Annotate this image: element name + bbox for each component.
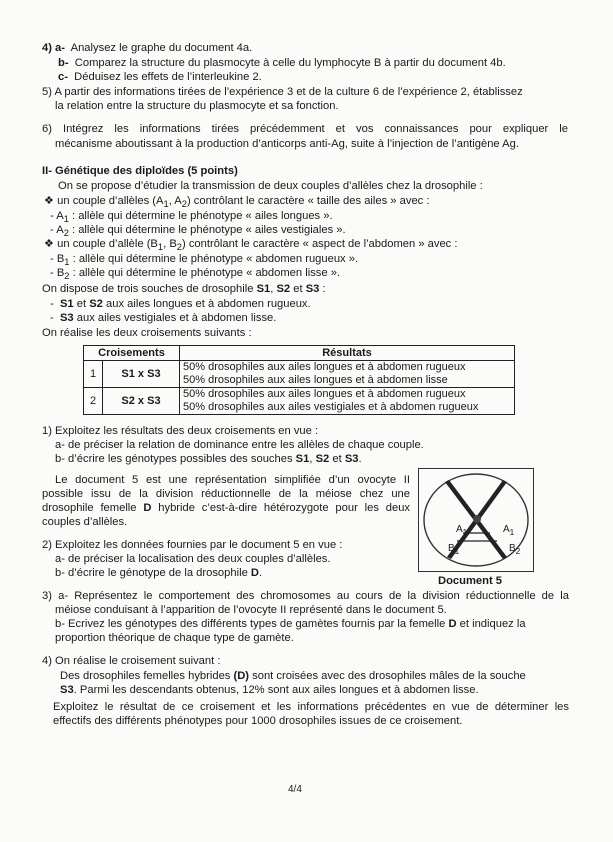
q1-line1: 1) Exploitez les résultats des deux croisements en vue : [42,425,319,437]
q2-b: b- d’écrire le génotype de la drosophile D. [55,567,263,579]
doc5-text-line3: drosophile femelle D hybride c’est-à-dire hétérozygote pour les deux [42,502,411,514]
results-table [83,345,515,415]
souches-s1-s2: - S1 et S2 aux ailes longues et à abdomen rugueux. [50,298,311,310]
q4b-line1: 4) On réalise le croisement suivant : [42,655,221,667]
cross-number: 2 [84,388,103,415]
cross-label: S2 x S3 [103,388,180,415]
allele-b2: - $B_2$ : allèle qui détermine le phénotype « abdomen lisse ». [50,267,341,282]
label-a1-left: $A_1$ [456,524,468,537]
page-number: 4/4 [288,784,302,795]
q3-line1: 3) a- Représentez le comportement des chromosomes au cours de la division réductionnelle de la [42,590,569,602]
bullet-icon: ❖ [44,195,55,207]
allele-a2: - $A_2$ : allèle qui détermine le phénotype « ailes vestigiales ». [50,224,346,239]
allele-a1: - $A_1$ : allèle qui détermine le phénotype « ailes longues ». [50,210,333,225]
q3-line2: méiose conduisant à l’apparition de l’ovocyte II représenté dans le document 5. [55,604,447,616]
table-header-row [84,346,515,361]
q6-line2: mécanisme aboutissant à la production d’anticorps anti-Ag, suite à l’injection de l’antigène Ag. [55,138,519,150]
q1-b: b- d’écrire les génotypes possibles des souches S1, S2 et S3. [55,453,362,465]
q6-line1: 6) Intégrez les informations tirées précédemment et vos connaissances pour expliquer le [42,123,568,135]
q4b-line3: S3. Parmi les descendants obtenus, 12% sont aux ailes longues et à abdomen lisse. [60,684,479,696]
table-row [84,388,515,415]
q4b-line4: Exploitez le résultat de ce croisement et les informations précédentes en vue de déterminer les [53,701,569,713]
croisements-intro: On réalise les deux croisements suivants : [42,327,252,339]
label-b2: $B_2$ [509,543,521,556]
couple-b: ❖ un couple d’allèle ($B_1$, $B_2$) contrôlant le caractère « aspect de l’abdomen » avec : [44,238,458,253]
header-resultats: Résultats [180,346,515,361]
q1-a: a- de préciser la relation de dominance entre les allèles de chaque couple. [55,439,424,451]
centromere [473,515,481,523]
couple-a: ❖ un couple d’allèles ($A_1$, $A_2$) contrôlant le caractère « taille des ailes » avec : [44,195,430,210]
q4-a: 4) a- Analysez le graphe du document 4a. [42,42,253,54]
q4b-line5: effectifs des différents phénotypes pour 1000 drosophiles issues de ce croisement. [53,715,463,727]
q5-line1: 5) A partir des informations tirées de l’expérience 3 et de la culture 6 de l’expérience 2, établissez [42,86,523,98]
doc5-text-line4: couples d’allèles. [42,516,128,528]
cross-label: S1 x S3 [103,361,180,388]
q4-c: c- Déduisez les effets de l’interleukine 2. [58,71,262,83]
allele-b1: - $B_1$ : allèle qui détermine le phénotype « abdomen rugueux ». [50,253,359,268]
cross-number: 1 [84,361,103,388]
q5-line2: la relation entre la structure du plasmocyte et sa fonction. [55,100,339,112]
q3-line4: proportion théorique de chaque type de gamète. [55,632,294,644]
q3-line3: b- Ecrivez les génotypes des différents types de gamètes fournis par la femelle D et indiquez la [55,618,526,630]
part2-title: II- Génétique des diploïdes (5 points) [42,165,238,177]
cross-result: 50% drosophiles aux ailes longues et à abdomen rugueux 50% drosophiles aux ailes longues et à abdomen lisse [180,361,515,388]
part2-intro: On se propose d’étudier la transmission de deux couples d’allèles chez la drosophile : [58,180,483,192]
q4b-line2: Des drosophiles femelles hybrides (D) sont croisées avec des drosophiles mâles de la souche [60,670,526,682]
q2-a: a- de préciser la localisation des deux couples d’allèles. [55,553,331,565]
souches-line: On dispose de trois souches de drosophile S1, S2 et S3 : [42,283,326,295]
cross-result: 50% drosophiles aux ailes longues et à abdomen rugueux 50% drosophiles aux ailes vestigiales et à abdomen rugueux [180,388,515,415]
bullet-icon: ❖ [44,238,55,250]
document5-caption: Document 5 [438,575,503,587]
header-croisements: Croisements [84,346,180,361]
document5-figure [418,468,534,572]
q4-b: b- Comparez la structure du plasmocyte à celle du lymphocyte B à partir du document 4b. [58,57,506,69]
doc5-text-line2: possible issu de la division réductionnelle de la méiose chez une [42,488,410,500]
label-a1-right: $A_1$ [503,524,515,537]
table-row [84,361,515,388]
label-b1: $B_1$ [448,543,460,556]
souches-s3: - S3 aux ailes vestigiales et à abdomen lisse. [50,312,277,324]
q2-line1: 2) Exploitez les données fournies par le document 5 en vue : [42,539,343,551]
doc5-text-line1: Le document 5 est une représentation simplifiée d’un ovocyte II [55,474,410,486]
